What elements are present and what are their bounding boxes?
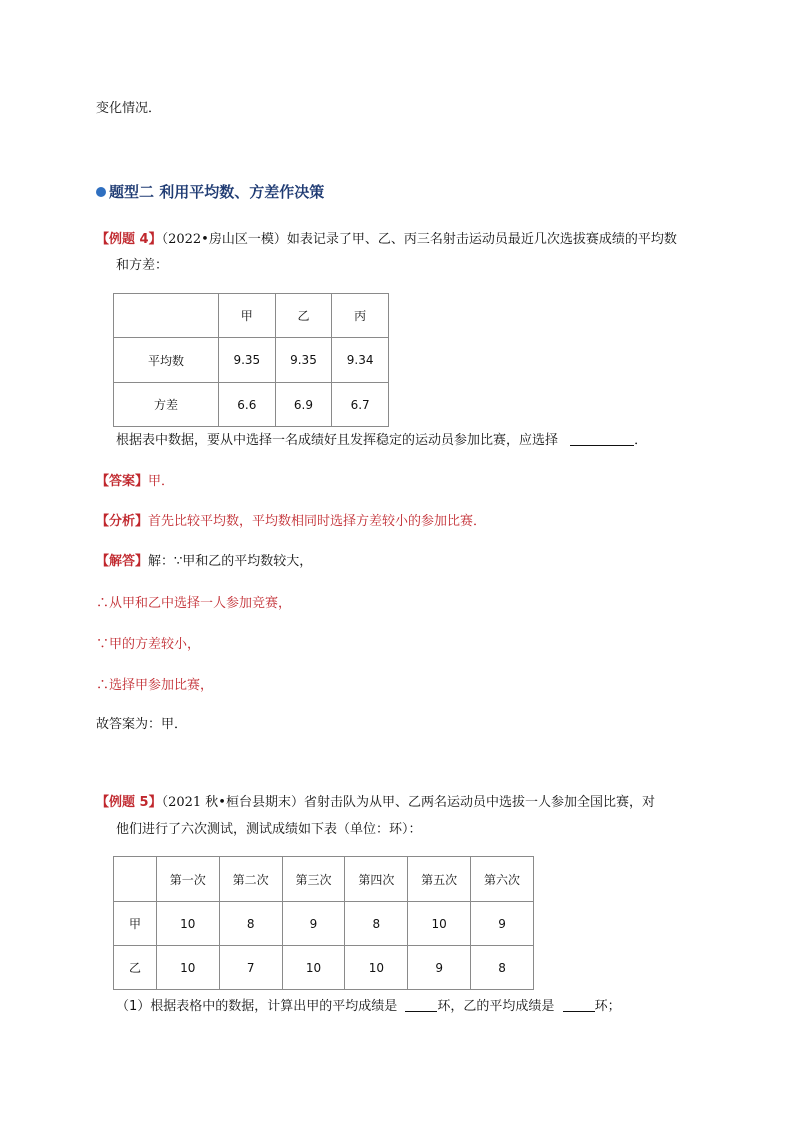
answer-text: 甲． <box>148 474 175 489</box>
example4-analysis <box>96 510 486 529</box>
solution-line1: 解：∵甲和乙的平均数较大， <box>148 554 313 569</box>
example4-source: （2022•房山区一模） <box>161 232 287 247</box>
table-cell: 6.9 <box>275 383 332 427</box>
example5-subquestion-1 <box>116 995 621 1014</box>
table-header-cell: 甲 <box>218 294 275 338</box>
example4-table <box>113 293 389 427</box>
bullet-dot-icon <box>96 187 106 197</box>
table-cell: 10 <box>408 902 471 946</box>
prompt-end: ． <box>634 433 648 448</box>
table-header-cell: 第三次 <box>282 857 345 902</box>
example4-prompt <box>116 429 647 448</box>
sub1-text-c: 环； <box>594 999 621 1014</box>
solution-line2: ∴从甲和乙中选择一人参加竞赛， <box>96 596 292 611</box>
example5-source: （2021 秋•桓台县期末） <box>161 795 304 810</box>
section-title: 题型二 利用平均数、方差作决策 <box>109 183 325 201</box>
answer-blank[interactable] <box>570 433 634 446</box>
example4-tag: 【例题 4】 <box>96 232 162 247</box>
table-header-cell <box>114 857 157 902</box>
table-cell: 6.6 <box>218 383 275 427</box>
table-row-label: 乙 <box>114 946 157 990</box>
table-cell: 9.35 <box>218 338 275 383</box>
table-cell: 10 <box>156 902 219 946</box>
table-header-cell <box>114 294 219 338</box>
table-header-cell: 第二次 <box>219 857 282 902</box>
table-header-cell: 第四次 <box>345 857 408 902</box>
sub1-text-b: 环，乙的平均成绩是 <box>437 999 555 1014</box>
table-cell: 8 <box>219 902 282 946</box>
table-row <box>114 857 534 902</box>
table-row <box>114 383 389 427</box>
table-cell: 7 <box>219 946 282 990</box>
table-header-cell: 第一次 <box>156 857 219 902</box>
example4-solution <box>96 550 312 569</box>
example4-question <box>96 228 677 247</box>
analysis-text: 首先比较平均数，平均数相同时选择方差较小的参加比赛． <box>148 514 487 529</box>
table-cell: 9.34 <box>332 338 389 383</box>
example4-question-line1: 如表记录了甲、乙、丙三名射击运动员最近几次选拔赛成绩的平均数 <box>286 232 677 247</box>
example5-tag: 【例题 5】 <box>96 795 162 810</box>
answer-tag: 【答案】 <box>96 474 149 489</box>
prompt-text: 根据表中数据，要从中选择一名成绩好且发挥稳定的运动员参加比赛，应选择 <box>116 433 559 448</box>
table-header-cell: 丙 <box>332 294 389 338</box>
example5-table <box>113 856 534 990</box>
table-cell: 10 <box>282 946 345 990</box>
solution-line3: ∵甲的方差较小， <box>96 637 201 652</box>
example4-answer <box>96 470 174 489</box>
table-row-label: 甲 <box>114 902 157 946</box>
sub1-text-a: （1）根据表格中的数据，计算出甲的平均成绩是 <box>116 999 398 1014</box>
table-cell: 9 <box>471 902 534 946</box>
table-cell: 10 <box>156 946 219 990</box>
solution-line4: ∴选择甲参加比赛， <box>96 678 214 693</box>
table-cell: 9.35 <box>275 338 332 383</box>
table-cell: 9 <box>282 902 345 946</box>
table-row <box>114 902 534 946</box>
table-header-cell: 第六次 <box>471 857 534 902</box>
example4-conclusion: 故答案为：甲． <box>96 717 188 732</box>
table-cell: 8 <box>471 946 534 990</box>
table-cell: 9 <box>408 946 471 990</box>
table-header-cell: 乙 <box>275 294 332 338</box>
example5-question-line2: 他们进行了六次测试，测试成绩如下表（单位：环）： <box>116 822 422 837</box>
top-text: 变化情况． <box>96 101 162 116</box>
table-cell: 6.7 <box>332 383 389 427</box>
answer-blank[interactable] <box>405 999 437 1012</box>
analysis-tag: 【分析】 <box>96 514 149 529</box>
table-row-label: 平均数 <box>114 338 219 383</box>
solution-tag: 【解答】 <box>96 554 149 569</box>
answer-blank[interactable] <box>563 999 595 1012</box>
example5-question-line1: 省射击队为从甲、乙两名运动员中选拔一人参加全国比赛，对 <box>303 795 655 810</box>
example5-question <box>96 791 655 810</box>
table-row <box>114 294 389 338</box>
table-cell: 10 <box>345 946 408 990</box>
table-row-label: 方差 <box>114 383 219 427</box>
section-heading <box>96 181 324 202</box>
table-row <box>114 338 389 383</box>
example4-question-line2: 和方差： <box>116 258 169 273</box>
table-row <box>114 946 534 990</box>
table-cell: 8 <box>345 902 408 946</box>
table-header-cell: 第五次 <box>408 857 471 902</box>
